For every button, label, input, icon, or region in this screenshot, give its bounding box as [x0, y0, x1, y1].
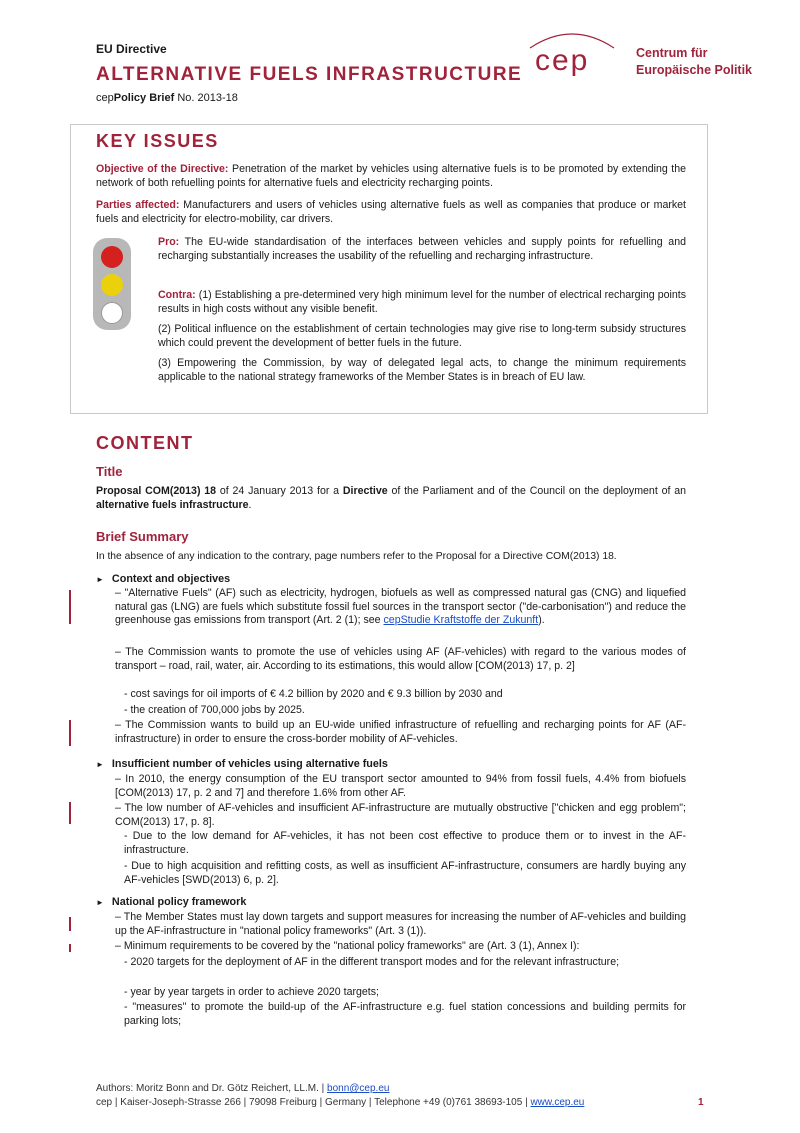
list-item: – The Commission wants to build up an EU-wide unified infrastructure of refuelling and recharging points for AF (AF-infrastructure) in order to ensure the cross-border mobility of AF-vehicles.	[115, 719, 686, 745]
sub-item: - 2020 targets for the deployment of AF in the different transport modes and for the relevant infrastructure;	[124, 956, 620, 968]
summary-note: In the absence of any indication to the contrary, page numbers refer to the Proposal for a Directive COM(2013) 18.	[96, 551, 617, 562]
section-heading-national-policy: ► National policy framework	[96, 896, 247, 908]
sub-item: - year by year targets in order to achieve 2020 targets;	[124, 986, 379, 998]
doc-type: EU Directive	[96, 42, 167, 56]
yellow-light-icon	[101, 274, 123, 296]
sub-item: - Due to high acquisition and refitting costs, as well as insufficient AF-infrastructure, consumers are hardly buying any AF-vehicles [SWD(2013) 6, p. 2].	[124, 860, 686, 886]
key-issues-heading: KEY ISSUES	[96, 131, 219, 151]
objective-paragraph: Objective of the Directive: Penetration of the market by vehicles using alternative fuels is to be promoted by extending the network of both refuelling points for alternative fuels and electricity recharging points.	[96, 163, 686, 189]
cep-logo: cep	[535, 44, 590, 77]
footer-authors: Authors: Moritz Bonn and Dr. Götz Reichert, LL.M. | bonn@cep.eu	[96, 1083, 390, 1094]
content-heading: CONTENT	[96, 433, 194, 453]
page-number: 1	[698, 1097, 704, 1108]
section-heading-insufficient: ► Insufficient number of vehicles using alternative fuels	[96, 758, 388, 770]
cep-study-link[interactable]: cepStudie Kraftstoffe der Zukunft	[383, 614, 539, 626]
brief-summary-heading: Brief Summary	[96, 529, 189, 544]
footer-address: cep | Kaiser-Joseph-Strasse 266 | 79098 Freiburg | Germany | Telephone +49 (0)761 38693-105 | www.cep.eu	[96, 1097, 585, 1108]
red-light-icon	[101, 246, 123, 268]
arrow-bullet-icon: ►	[96, 760, 104, 769]
pro-paragraph: Pro: The EU-wide standardisation of the interfaces between vehicles and supply points for refuelling and recharging substantially increases the usability of the refuelling and recharging infrastructure.	[158, 236, 686, 262]
org-name: Centrum für Europäische Politik	[636, 46, 753, 77]
traffic-light-icon	[93, 238, 131, 330]
sub-item: - "measures" to promote the build-up of the AF-infrastructure e.g. fuel station concessions and building permits for parking lots;	[124, 1001, 686, 1027]
list-item: – Minimum requirements to be covered by the "national policy frameworks" are (Art. 3 (1), Annex I):	[115, 940, 580, 952]
change-marker	[69, 917, 71, 931]
list-item: – "Alternative Fuels" (AF) such as electricity, hydrogen, biofuels as well as compressed natural gas (CNG) and liquefied natural gas (LNG) are fuels which substitute fossil fuel sources in the transport sector ("de-carbonisation") and reduce the greenhouse gas emissions from transport (Art. 2 (1); see cepStudie Kraftstoffe der Zukunft).	[115, 587, 686, 626]
parties-paragraph: Parties affected: Manufacturers and users of vehicles using alternative fuels as well as companies that produce or market fuels and electricity for electro-mobility, car drivers.	[96, 199, 686, 225]
change-marker	[69, 802, 71, 824]
list-item: – The low number of AF-vehicles and insufficient AF-infrastructure are mutually obstructive ["chicken and egg problem"; COM(2013) 17, p. 8].	[115, 802, 686, 828]
white-light-icon	[101, 302, 123, 324]
contra-paragraph-3: (3) Empowering the Commission, by way of delegated legal acts, to change the minimum requirements applicable to the national strategy frameworks of the Member States is in breach of EU law.	[158, 357, 686, 383]
change-marker	[69, 590, 71, 624]
list-item: – The Commission wants to promote the use of vehicles using AF (AF-vehicles) with regard to the various modes of transport – road, rail, water, air. According to its estimations, this would allow [COM(2013) 17, p. 2]	[115, 646, 686, 672]
list-item: – In 2010, the energy consumption of the EU transport sector amounted to 94% from fossil fuels, 4.4% from biofuels [COM(2013) 17, p. 2 and 7] and therefore 1.6% from other AF.	[115, 773, 686, 799]
change-marker	[69, 944, 71, 952]
contra-paragraph-1: Contra: (1) Establishing a pre-determined very high minimum level for the number of electrical recharging points results in high costs without any visible benefit.	[158, 289, 686, 315]
contra-paragraph-2: (2) Political influence on the establishment of certain technologies may give rise to long-term subsidy structures which could prevent the development of better fuels in the future.	[158, 323, 686, 349]
list-item: – The Member States must lay down targets and support measures for increasing the number of AF-vehicles and building up the AF-infrastructure in "national policy frameworks" (Art. 3 (1)).	[115, 911, 686, 937]
change-marker	[69, 720, 71, 746]
title-paragraph: Proposal COM(2013) 18 of 24 January 2013 for a Directive of the Parliament and of the Council on the deployment of an alternative fuels infrastructure.	[96, 485, 687, 511]
sub-item: - Due to the low demand for AF-vehicles, it has not been cost effective to produce them or to invest in the AF-infrastructure.	[124, 830, 686, 856]
arrow-bullet-icon: ►	[96, 898, 104, 907]
brief-number: cepPolicy Brief No. 2013-18	[96, 92, 238, 104]
section-heading-context: ► Context and objectives	[96, 573, 231, 585]
sub-item: - cost savings for oil imports of € 4.2 billion by 2020 and € 9.3 billion by 2030 and	[124, 688, 503, 700]
page-title: ALTERNATIVE FUELS INFRASTRUCTURE	[96, 64, 523, 85]
title-heading: Title	[96, 464, 123, 479]
sub-item: - the creation of 700,000 jobs by 2025.	[124, 704, 305, 716]
arrow-bullet-icon: ►	[96, 575, 104, 584]
website-link[interactable]: www.cep.eu	[530, 1097, 585, 1108]
author-email-link[interactable]: bonn@cep.eu	[327, 1083, 390, 1094]
